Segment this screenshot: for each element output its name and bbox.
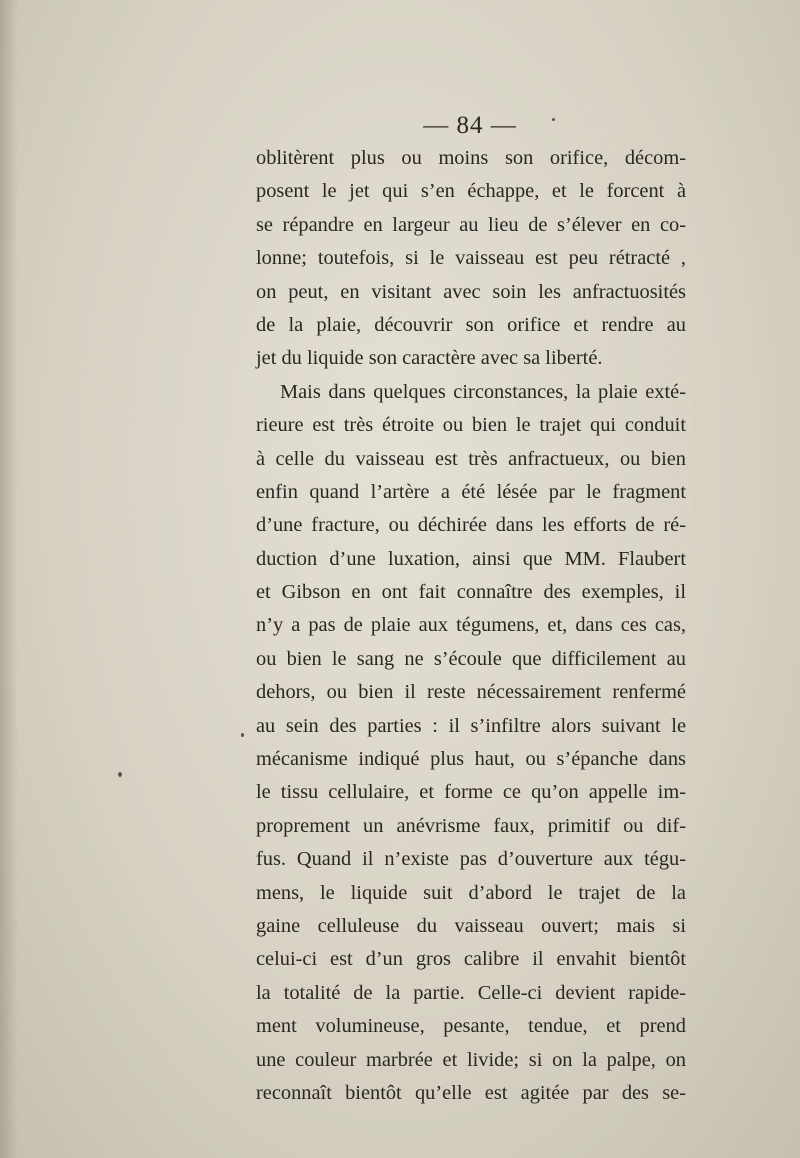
- ink-speck: [552, 118, 555, 121]
- ink-speck: [118, 772, 122, 777]
- ink-speck: [241, 733, 244, 737]
- text-line: et Gibson en ont fait connaître des exemples, il: [256, 581, 686, 604]
- text-line: la totalité de la partie. Celle-ci devient rapide-: [256, 981, 686, 1004]
- text-line: jet du liquide son caractère avec sa liberté.: [256, 347, 603, 370]
- text-line: lonne; toutefois, si le vaisseau est peu rétracté ,: [256, 247, 686, 270]
- text-line: mens, le liquide suit d’abord le trajet de la: [256, 881, 686, 904]
- text-line: le tissu cellulaire, et forme ce qu’on appelle im-: [256, 781, 686, 804]
- text-line: proprement un anévrisme faux, primitif ou dif-: [256, 814, 686, 837]
- text-line: celui-ci est d’un gros calibre il envahit bientôt: [256, 948, 686, 971]
- text-line: duction d’une luxation, ainsi que MM. Flaubert: [256, 547, 686, 570]
- text-line: reconnaît bientôt qu’elle est agitée par des se-: [256, 1081, 686, 1104]
- text-line: dehors, ou bien il reste nécessairement renfermé: [256, 681, 686, 704]
- page-edge-shadow: [0, 0, 18, 1158]
- text-line: n’y a pas de plaie aux tégumens, et, dans ces cas,: [256, 614, 686, 637]
- text-line: posent le jet qui s’en échappe, et le forcent à: [256, 180, 686, 203]
- text-line: ou bien le sang ne s’écoule que difficilement au: [256, 647, 686, 670]
- body-text: [256, 142, 686, 1110]
- text-line: on peut, en visitant avec soin les anfractuosités: [256, 280, 686, 303]
- text-line: à celle du vaisseau est très anfractueux, ou bien: [256, 447, 686, 470]
- text-line: d’une fracture, ou déchirée dans les efforts de ré-: [256, 514, 686, 537]
- text-line: enfin quand l’artère a été lésée par le fragment: [256, 480, 686, 503]
- text-line: gaine celluleuse du vaisseau ouvert; mais si: [256, 914, 686, 937]
- text-line: se répandre en largeur au lieu de s’élever en co-: [256, 213, 686, 236]
- text-line: au sein des parties : il s’infiltre alors suivant le: [256, 714, 686, 737]
- page-number: — 84 —: [423, 112, 517, 139]
- text-line: une couleur marbrée et livide; si on la palpe, on: [256, 1048, 686, 1071]
- text-line: oblitèrent plus ou moins son orifice, décom-: [256, 147, 686, 169]
- text-line: rieure est très étroite ou bien le trajet qui conduit: [256, 414, 686, 437]
- text-line: de la plaie, découvrir son orifice et rendre au: [256, 313, 686, 336]
- text-line: ment volumineuse, pesante, tendue, et prend: [256, 1015, 686, 1038]
- text-line: mécanisme indiqué plus haut, ou s’épanche dans: [256, 748, 686, 771]
- text-line: Mais dans quelques circonstances, la plaie exté-: [280, 380, 686, 403]
- text-line: fus. Quand il n’existe pas d’ouverture aux tégu-: [256, 848, 686, 871]
